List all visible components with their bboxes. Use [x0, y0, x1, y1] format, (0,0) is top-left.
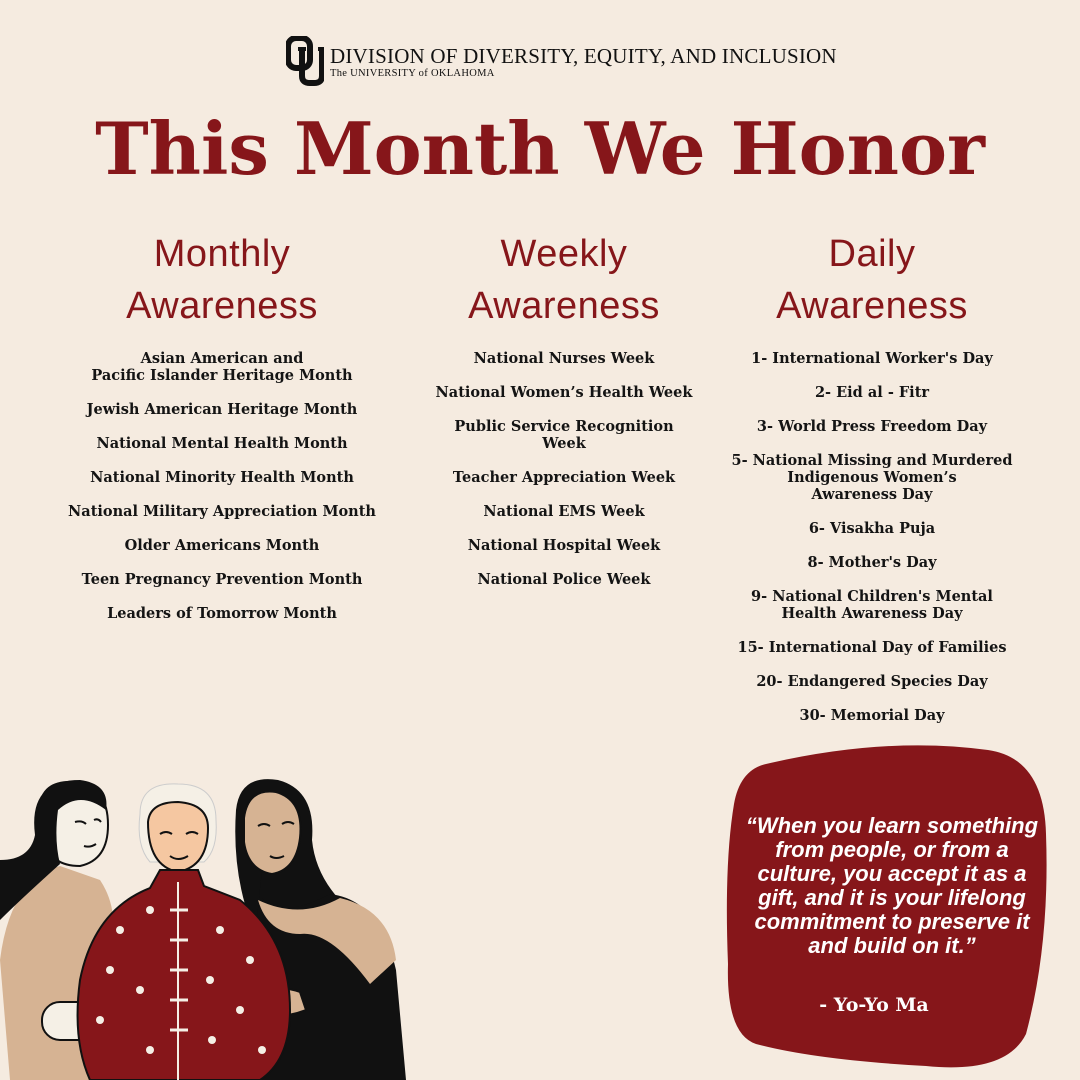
daily-heading-line1: Daily: [828, 233, 916, 275]
list-item: 5- National Missing and Murdered Indigenous Women’s Awareness Day: [731, 452, 1013, 503]
list-item: National Hospital Week: [467, 537, 661, 554]
list-item: 2- Eid al - Fitr: [814, 384, 930, 401]
list-item: 3- World Press Freedom Day: [756, 418, 988, 435]
monthly-heading-line1: Monthly: [153, 233, 291, 275]
list-item: Asian American and Pacific Islander Heritage Month: [91, 350, 353, 384]
quote-text: “When you learn something from people, or from a culture, you accept it as a gift, and it is your lifelong commitment to preserve it and build on it.”: [745, 813, 1039, 958]
list-item: National EMS Week: [483, 503, 645, 520]
list-item: 20- Endangered Species Day: [756, 673, 988, 690]
list-item: National Nurses Week: [473, 350, 655, 367]
weekly-list: [412, 350, 716, 588]
list-item: 30- Memorial Day: [799, 707, 945, 724]
list-item: 9- National Children's Mental Health Awareness Day: [751, 588, 993, 622]
daily-list: [712, 350, 1032, 724]
list-item: National Mental Health Month: [96, 435, 348, 452]
list-item: Teen Pregnancy Prevention Month: [81, 571, 363, 588]
list-item: 8- Mother's Day: [807, 554, 937, 571]
list-item: 15- International Day of Families: [737, 639, 1007, 656]
weekly-heading-line2: Awareness: [468, 285, 660, 327]
daily-heading-line2: Awareness: [776, 285, 968, 327]
monthly-heading: [40, 228, 404, 332]
page-title: This Month We Honor: [95, 106, 985, 191]
ou-logo: [286, 36, 324, 86]
monthly-heading-line2: Awareness: [126, 285, 318, 327]
weekly-column: [412, 228, 716, 605]
list-item: National Military Appreciation Month: [68, 503, 376, 520]
division-name: DIVISION OF DIVERSITY, EQUITY, AND INCLUSION: [330, 44, 837, 68]
list-item: Leaders of Tomorrow Month: [107, 605, 337, 622]
university-name: The UNIVERSITY of OKLAHOMA: [330, 68, 495, 79]
list-item: National Minority Health Month: [90, 469, 354, 486]
monthly-list: [40, 350, 404, 622]
list-item: Jewish American Heritage Month: [86, 401, 358, 418]
header: [286, 36, 837, 86]
list-item: 6- Visakha Puja: [808, 520, 936, 537]
list-item: Teacher Appreciation Week: [452, 469, 676, 486]
list-item: 1- International Worker's Day: [751, 350, 993, 367]
daily-column: [712, 228, 1032, 741]
list-item: Older Americans Month: [124, 537, 320, 554]
monthly-column: [40, 228, 404, 639]
list-item: Public Service Recognition Week: [454, 418, 674, 452]
three-women-illustration: [0, 770, 410, 1080]
list-item: National Women’s Health Week: [435, 384, 693, 401]
quote-author: - Yo-Yo Ma: [819, 994, 929, 1016]
list-item: National Police Week: [477, 571, 651, 588]
weekly-heading: [412, 228, 716, 332]
weekly-heading-line1: Weekly: [500, 233, 628, 275]
daily-heading: [712, 228, 1032, 332]
